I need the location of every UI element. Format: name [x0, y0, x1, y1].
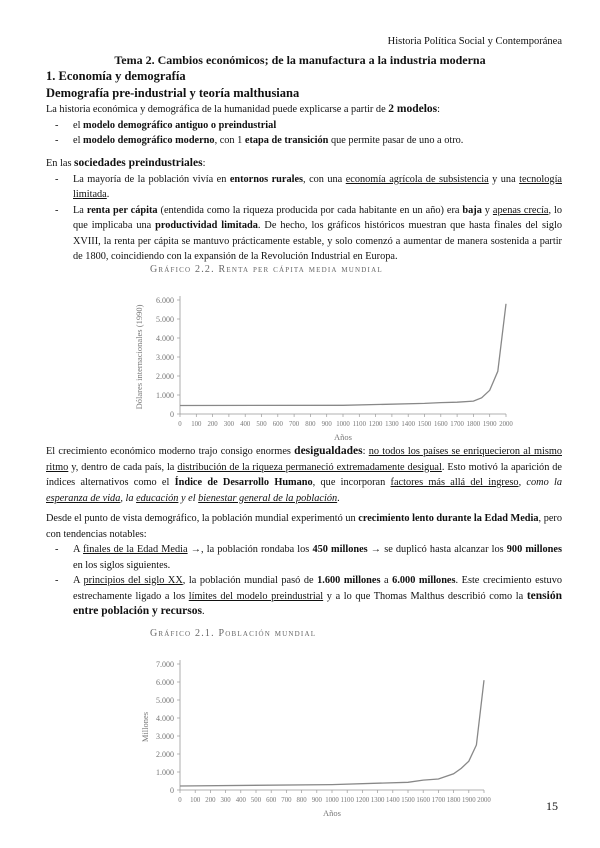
- series-line: [180, 304, 506, 406]
- item-text: .: [106, 189, 110, 200]
- section-lead: [46, 156, 562, 172]
- x-tick-label: 300: [223, 421, 235, 428]
- item-underlined: apenas crecía: [492, 204, 549, 216]
- intro-text: La historia económica y demográfica de la humanidad puede explicarse a partir de: [46, 104, 389, 115]
- item-bold: entornos rurales: [229, 173, 304, 185]
- x-tick-label: 600: [272, 421, 283, 428]
- item-text: →, la población rondaba los: [187, 544, 313, 555]
- list-item: [46, 542, 562, 573]
- x-tick-label: 1700: [431, 797, 446, 804]
- item-text: y una: [488, 173, 520, 185]
- lead-end: :: [202, 158, 206, 169]
- subsection-heading: Demografía pre-industrial y teoría malthusiana: [46, 86, 300, 100]
- para-text: .: [337, 492, 340, 504]
- x-tick-label: 200: [207, 421, 218, 428]
- chart1-title: Gráfico 2.2. Renta per cápita media mundial: [150, 264, 383, 275]
- item-bold: 900 millones: [506, 544, 562, 555]
- para-text: , pero con tendencias notables:: [46, 513, 562, 540]
- y-tick-label: 5.000: [156, 315, 174, 324]
- x-tick-label: 600: [266, 797, 277, 804]
- para-bold: crecimiento lento durante la Edad Media: [358, 513, 539, 524]
- para-italic: , como la: [518, 477, 563, 488]
- item-text: a: [380, 575, 393, 586]
- item-bold: 6.000 millones: [392, 575, 456, 586]
- y-tick-label: 0: [170, 786, 174, 795]
- models-list: [46, 118, 562, 149]
- para-underlined: distribución de la riqueza permaneció extremadamente desigual: [177, 461, 442, 473]
- y-axis-label: Dólares internacionales (1990): [134, 304, 144, 410]
- list-item: [46, 133, 562, 149]
- item-text: (entendida como la riqueza producida por cada habitante en un año) era: [157, 204, 463, 216]
- item-underlined: economía agrícola de subsistencia: [345, 173, 489, 185]
- y-tick-label: 3.000: [156, 353, 174, 362]
- y-tick-label: 4.000: [156, 334, 174, 343]
- item-bold: modelo demográfico moderno: [83, 135, 215, 146]
- para-italic: y el: [178, 492, 199, 504]
- item-bold: baja: [462, 204, 482, 216]
- item-text: que permite pasar de uno a otro.: [328, 135, 464, 146]
- y-tick-label: 3.000: [156, 732, 174, 741]
- x-tick-label: 800: [305, 421, 316, 428]
- x-tick-label: 100: [190, 797, 201, 804]
- x-tick-label: 1600: [416, 797, 430, 804]
- item-text: y: [481, 204, 493, 216]
- item-text: . De hecho, los gráficos históricos muestran que hasta finales del siglo XVIII, la renta per cápita se mantuvo prácticamente estable, y solo comenzó a aumentar de manera sostenida a partir de 1800, coincidiendo con la expansión de la Revolución Industrial en Europa.: [73, 220, 562, 262]
- item-text: La mayoría de la población vivía en: [73, 173, 230, 185]
- item-bold: modelo demográfico antiguo o preindustrial: [83, 119, 277, 131]
- item-bold: etapa de transición: [244, 135, 329, 146]
- intro-bold: 2 modelos: [388, 103, 438, 115]
- chart2-title: Gráfico 2.1. Población mundial: [150, 628, 317, 639]
- y-tick-label: 7.000: [156, 660, 174, 669]
- x-tick-label: 900: [321, 421, 332, 428]
- item-bold: 450 millones: [312, 544, 368, 555]
- demography-paragraph: [46, 511, 562, 620]
- x-tick-label: 1500: [401, 797, 415, 804]
- x-tick-label: 1100: [352, 421, 366, 428]
- x-axis-label: Años: [323, 808, 341, 818]
- lead-text: En las: [46, 158, 75, 169]
- x-tick-label: 1300: [385, 421, 399, 428]
- para-text: El crecimiento económico moderno trajo consigo enormes: [46, 446, 295, 457]
- para-text: :: [362, 446, 369, 457]
- y-axis-label: Millones: [140, 711, 150, 743]
- item-text: , con 1: [214, 135, 245, 146]
- running-header: Historia Política Social y Contemporánea: [387, 36, 562, 47]
- y-tick-label: 2.000: [156, 372, 174, 381]
- para-underlined: esperanza de vida: [46, 492, 121, 504]
- para-text: y, dentro de cada país, la: [68, 461, 178, 473]
- inequality-paragraph: [46, 444, 562, 506]
- x-axis-label: Años: [334, 432, 352, 442]
- x-tick-label: 1300: [370, 797, 385, 804]
- y-tick-label: 6.000: [156, 678, 174, 687]
- item-underlined: finales de la Edad Media: [83, 544, 188, 555]
- y-tick-label: 4.000: [156, 714, 174, 723]
- y-tick-label: 5.000: [156, 696, 174, 705]
- item-text: , lo que implicaba una: [73, 204, 562, 231]
- preindustrial-section: [46, 156, 562, 265]
- x-tick-label: 1000: [336, 421, 350, 428]
- item-bold: productividad limitada: [155, 220, 258, 231]
- population-list: [46, 542, 562, 620]
- x-tick-label: 800: [296, 797, 307, 804]
- item-text: La: [73, 204, 87, 216]
- x-tick-label: 1400: [386, 797, 400, 804]
- item-text: . Este crecimiento estuvo estrechamente ligado a los: [73, 575, 562, 602]
- item-text: A: [73, 544, 83, 555]
- x-tick-label: 1200: [368, 421, 383, 428]
- y-tick-label: 1.000: [156, 768, 174, 777]
- list-item: [46, 573, 562, 620]
- x-tick-label: 400: [235, 797, 246, 804]
- x-tick-label: 0: [178, 797, 182, 804]
- y-tick-label: 6.000: [156, 296, 174, 305]
- x-tick-label: 900: [311, 797, 322, 804]
- x-tick-label: 1900: [462, 797, 476, 804]
- para-text: Desde el punto de vista demográfico, la población mundial experimentó un: [46, 513, 359, 524]
- list-item: [46, 203, 562, 265]
- para-text: , que incorporan: [312, 477, 391, 488]
- x-tick-label: 1900: [482, 421, 497, 428]
- para-underlined: bienestar general de la población: [198, 492, 338, 504]
- x-tick-label: 1600: [434, 421, 448, 428]
- para-bold: Índice de Desarrollo Humano: [174, 477, 313, 488]
- y-tick-label: 1.000: [156, 391, 174, 400]
- x-tick-label: 300: [220, 797, 231, 804]
- x-tick-label: 1500: [417, 421, 432, 428]
- world-population-chart: [128, 648, 518, 820]
- x-tick-label: 2000: [477, 797, 491, 804]
- para-text: . Esto motivó la aparición de índices alternativos como el: [46, 461, 562, 488]
- item-text: , con una: [303, 173, 346, 185]
- x-tick-label: 1800: [466, 421, 481, 428]
- item-underlined: límites del modelo preindustrial: [188, 590, 324, 602]
- y-tick-label: 0: [170, 410, 174, 419]
- x-tick-label: 1400: [401, 421, 415, 428]
- list-item: [46, 172, 562, 203]
- item-text: → se duplicó hasta alcanzar los: [367, 544, 507, 555]
- para-underlined: educación: [136, 492, 179, 504]
- list-item: [46, 118, 562, 134]
- preindustrial-list: [46, 172, 562, 265]
- x-tick-label: 1100: [340, 797, 354, 804]
- page-number: 15: [546, 799, 558, 813]
- x-tick-label: 400: [240, 421, 251, 428]
- item-bold: renta per cápita: [86, 204, 158, 216]
- para-bold: desigualdades: [294, 445, 363, 457]
- item-underlined: principios del siglo XX: [83, 575, 183, 586]
- x-tick-label: 500: [256, 421, 267, 428]
- x-tick-label: 0: [178, 421, 182, 428]
- x-tick-label: 100: [191, 421, 202, 428]
- y-tick-label: 2.000: [156, 750, 174, 759]
- x-tick-label: 1800: [446, 797, 461, 804]
- item-text: el: [73, 119, 84, 131]
- para-lead: [46, 511, 562, 542]
- item-text: , la población mundial pasó de: [182, 575, 318, 586]
- item-text: en los siglos siguientes.: [73, 559, 171, 571]
- x-tick-label: 700: [288, 421, 300, 428]
- x-tick-label: 1700: [450, 421, 464, 428]
- series-line: [180, 680, 484, 786]
- item-text: y a lo que Thomas Malthus describió como la: [323, 590, 527, 602]
- section-heading: 1. Economía y demografía: [46, 69, 186, 83]
- lead-bold: sociedades preindustriales: [74, 157, 203, 169]
- intro-end: :: [437, 104, 440, 115]
- para-underlined: factores más allá del ingreso: [390, 477, 519, 488]
- item-bold: tensión entre población y recursos: [73, 589, 562, 617]
- para-italic: , la: [120, 492, 137, 504]
- x-tick-label: 500: [250, 797, 262, 804]
- item-text: A: [73, 575, 84, 586]
- x-tick-label: 1200: [355, 797, 370, 804]
- item-underlined: tecnología limitada: [73, 173, 562, 200]
- x-tick-label: 200: [205, 797, 216, 804]
- x-tick-label: 2000: [499, 421, 513, 428]
- item-bold: 1.600 millones: [317, 575, 381, 586]
- item-text: .: [201, 606, 205, 617]
- x-tick-label: 1000: [325, 797, 339, 804]
- x-tick-label: 700: [281, 797, 292, 804]
- income-per-capita-chart: [128, 282, 518, 442]
- item-text: el: [73, 135, 84, 146]
- chapter-title: Tema 2. Cambios económicos; de la manufactura a la industria moderna: [114, 53, 486, 67]
- para-underlined: no todos los países se enriquecieron al mismo ritmo: [46, 446, 562, 473]
- intro-paragraph: [46, 102, 562, 149]
